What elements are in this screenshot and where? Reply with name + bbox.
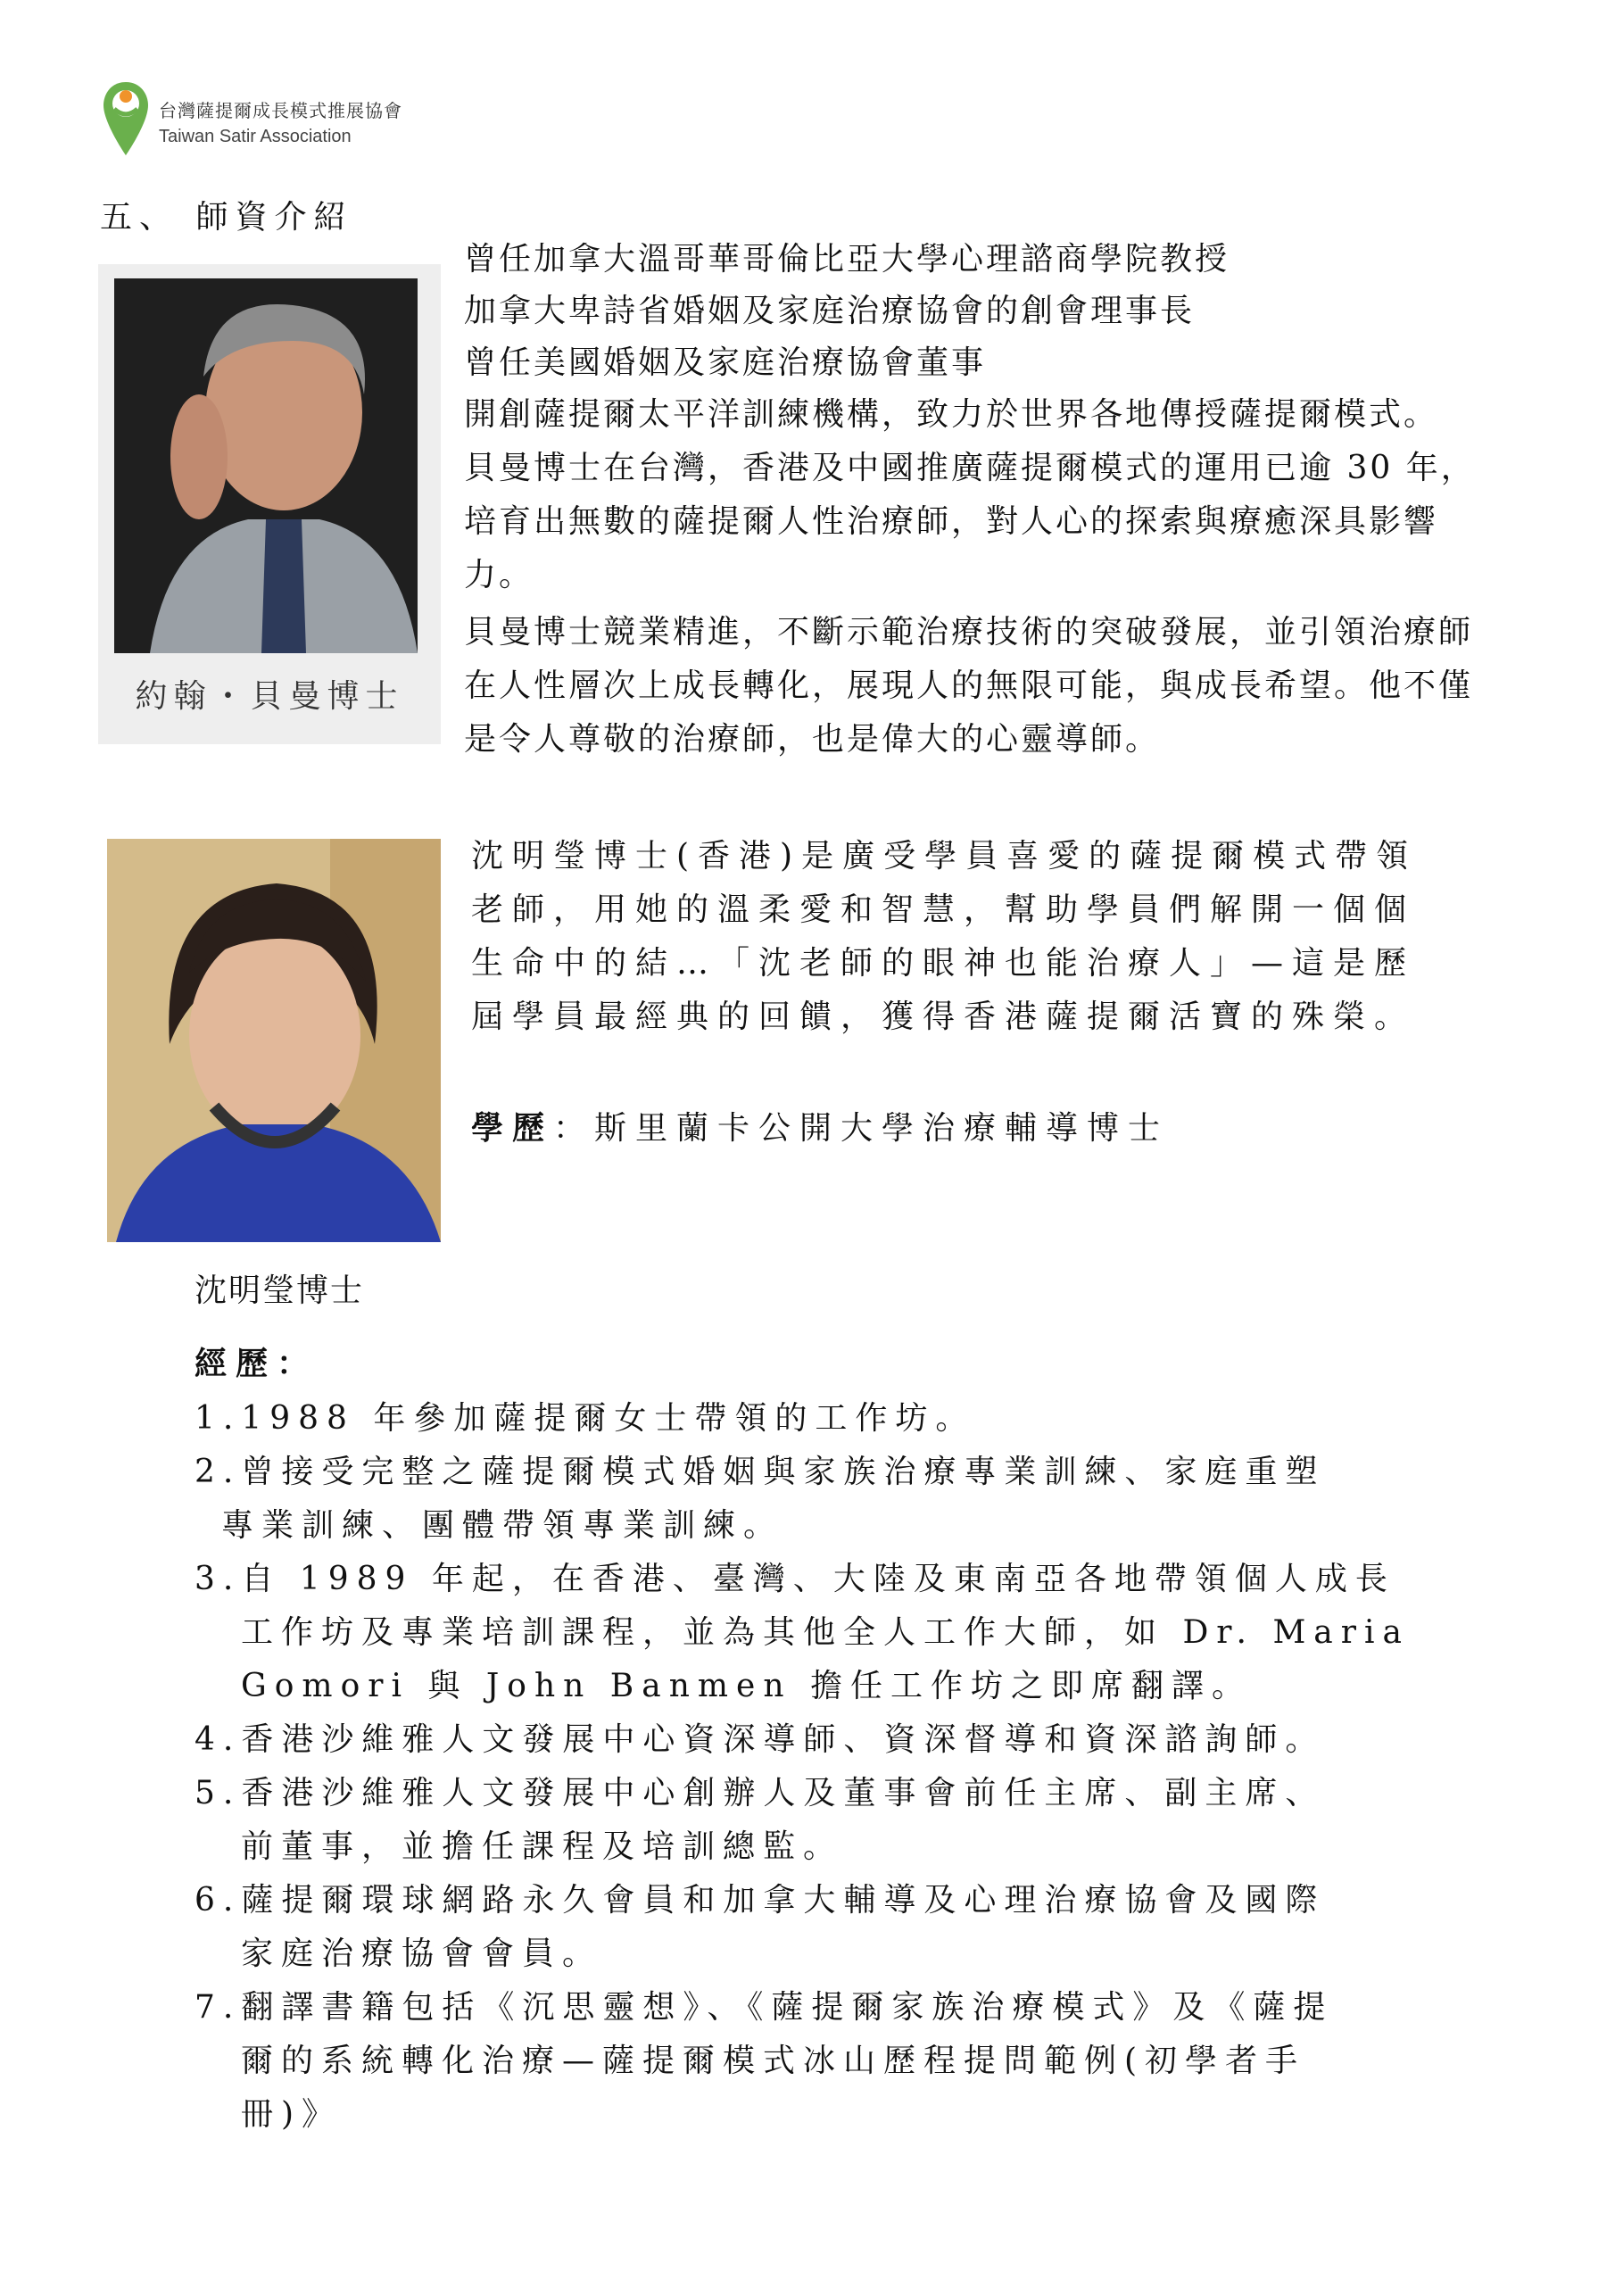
teacher1-bio-line: 在人性層次上成長轉化，展現人的無限可能，與成長希望。他不僅	[464, 667, 1474, 704]
teacher1-bio-line: 培育出無數的薩提爾人性治療師，對人心的探索與療癒深具影響	[464, 503, 1439, 540]
experience-item	[195, 1392, 1586, 1446]
experience-item-line: 爾的系統轉化治療—薩提爾模式冰山歷程提問範例(初學者手	[241, 2043, 1306, 2079]
association-logo-icon	[100, 79, 152, 159]
org-name-en: Taiwan Satir Association	[159, 127, 352, 146]
experience-item-line: 前董事，並擔任課程及培訓總監。	[241, 1828, 844, 1865]
section-title: 五、 師資介紹	[100, 199, 353, 236]
experience-item	[195, 1553, 1586, 1713]
experience-item-line: 專業訓練、團體帶領專業訓練。	[221, 1507, 784, 1544]
teacher2-bio-line: 沈明瑩博士(香港)是廣受學員喜愛的薩提爾模式帶領	[471, 838, 1418, 874]
experience-item	[195, 1874, 1586, 1981]
education-value: ：斯里蘭卡公開大學治療輔導博士	[553, 1110, 1170, 1147]
education-line	[471, 1103, 1169, 1148]
experience-item-line: 3.自 1989 年起，在香港、臺灣、大陸及東南亞各地帶領個人成長	[195, 1561, 1395, 1597]
experience-item-line: 家庭治療協會會員。	[241, 1935, 603, 1972]
teacher2-bio-line: 屆學員最經典的回饋，獲得香港薩提爾活寶的殊榮。	[471, 999, 1416, 1035]
experience-item-line: 2.曾接受完整之薩提爾模式婚姻與家族治療專業訓練、家庭重塑	[195, 1454, 1326, 1490]
experience-heading: 經歷：	[195, 1345, 319, 1382]
teacher1-bio-line: 力。	[464, 557, 534, 593]
teacher1-bio-line: 開創薩提爾太平洋訓練機構，致力於世界各地傳授薩提爾模式。	[464, 396, 1439, 433]
experience-item-line: 6.薩提爾環球網路永久會員和加拿大輔導及心理治療協會及國際	[195, 1882, 1326, 1919]
experience-item	[195, 1713, 1586, 1767]
teacher1-bio-line: 貝曼博士在台灣，香港及中國推廣薩提爾模式的運用已逾 30 年，	[464, 450, 1476, 486]
teacher2-bio-line: 老師，用她的溫柔愛和智慧，幫助學員們解開一個個	[471, 891, 1416, 928]
teacher1-bio-line: 加拿大卑詩省婚姻及家庭治療協會的創會理事長	[464, 293, 1196, 329]
teacher2-caption: 沈明瑩博士	[195, 1272, 365, 1309]
experience-item-line: 7.翻譯書籍包括《沉思靈想》、《薩提爾家族治療模式》及《薩提	[195, 1989, 1334, 2026]
experience-item-line: 4.香港沙維雅人文發展中心資深導師、資深督導和資深諮詢師。	[195, 1721, 1326, 1758]
org-name-zh: 台灣薩提爾成長模式推展協會	[159, 100, 402, 121]
teacher1-caption: 約翰・貝曼博士	[135, 678, 404, 715]
experience-item-line: 1.1988 年參加薩提爾女士帶領的工作坊。	[195, 1400, 976, 1437]
teacher2-bio-line: 生命中的結…「沈老師的眼神也能治療人」—這是歷	[471, 945, 1416, 982]
experience-item-line: 冊)》	[241, 2096, 343, 2133]
teacher2-photo	[107, 839, 441, 1242]
experience-item	[195, 1446, 1586, 1553]
experience-item-line: 工作坊及專業培訓課程，並為其他全人工作大師，如 Dr. Maria	[241, 1614, 1410, 1651]
teacher1-bio-line: 曾任加拿大溫哥華哥倫比亞大學心理諮商學院教授	[464, 241, 1230, 278]
experience-item	[195, 1981, 1586, 2142]
teacher1-bio-line: 曾任美國婚姻及家庭治療協會董事	[464, 344, 987, 381]
teacher1-bio-line: 貝曼博士競業精進，不斷示範治療技術的突破發展，並引領治療師	[464, 614, 1474, 651]
experience-item-line: Gomori 與 John Banmen 擔任工作坊之即席翻譯。	[241, 1668, 1252, 1704]
teacher1-bio-line: 是令人尊敬的治療師，也是偉大的心靈導師。	[464, 721, 1161, 758]
experience-item	[195, 1767, 1586, 1874]
education-label: 學歷	[471, 1109, 554, 1147]
experience-item-line: 5.香港沙維雅人文發展中心創辦人及董事會前任主席、副主席、	[195, 1775, 1326, 1811]
teacher1-photo	[114, 278, 418, 653]
